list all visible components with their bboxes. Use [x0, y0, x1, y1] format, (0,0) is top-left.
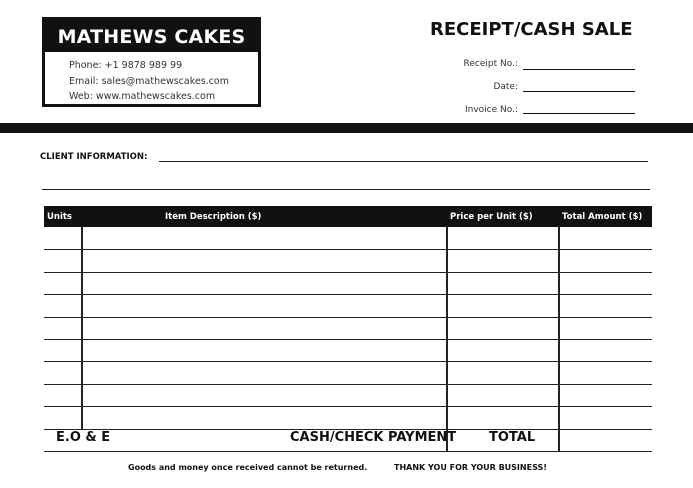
table-column-divider: [81, 227, 83, 429]
return-policy-note: Goods and money once received cannot be returned.: [128, 463, 368, 472]
page-title: RECEIPT/CASH SALE: [430, 19, 633, 40]
table-column-divider: [558, 227, 560, 451]
table-row-line: [44, 406, 652, 407]
header-total: Total Amount ($): [562, 212, 643, 222]
invoice-no-label: Invoice No.:: [464, 105, 518, 115]
table-row-line: [44, 339, 652, 340]
divider-bar: [0, 123, 693, 133]
date-field[interactable]: [523, 91, 635, 92]
eoe-label: E.O & E: [56, 430, 111, 445]
thanks-note: THANK YOU FOR YOUR BUSINESS!: [394, 463, 547, 472]
client-info-line-1[interactable]: [159, 161, 648, 162]
client-info-line-2[interactable]: [42, 189, 650, 190]
receipt-no-field[interactable]: [523, 69, 635, 70]
header-price: Price per Unit ($): [450, 212, 533, 222]
receipt-no-label: Receipt No.:: [463, 59, 518, 69]
client-info-label: CLIENT INFORMATION:: [40, 152, 148, 162]
invoice-no-field[interactable]: [523, 113, 635, 114]
table-row-line: [44, 294, 652, 295]
table-row-line: [44, 361, 652, 362]
table-row-line: [44, 384, 652, 385]
header-description: Item Description ($): [165, 212, 262, 222]
date-label: Date:: [493, 82, 518, 92]
payment-label: CASH/CHECK PAYMENT: [290, 430, 457, 445]
company-name: MATHEWS CAKES: [45, 20, 258, 52]
table-row-line: [44, 272, 652, 273]
company-phone: Phone: +1 9878 989 99: [69, 60, 183, 71]
company-logo-box: [42, 17, 261, 107]
table-row-line: [44, 317, 652, 318]
total-label: TOTAL: [489, 430, 536, 445]
table-header: [44, 206, 652, 227]
table-row-line: [44, 451, 652, 452]
header-units: Units: [47, 212, 72, 222]
company-web: Web: www.mathewscakes.com: [69, 91, 216, 102]
table-column-divider: [446, 227, 448, 451]
company-email: Email: sales@mathewscakes.com: [69, 75, 229, 87]
table-row-line: [44, 249, 652, 250]
